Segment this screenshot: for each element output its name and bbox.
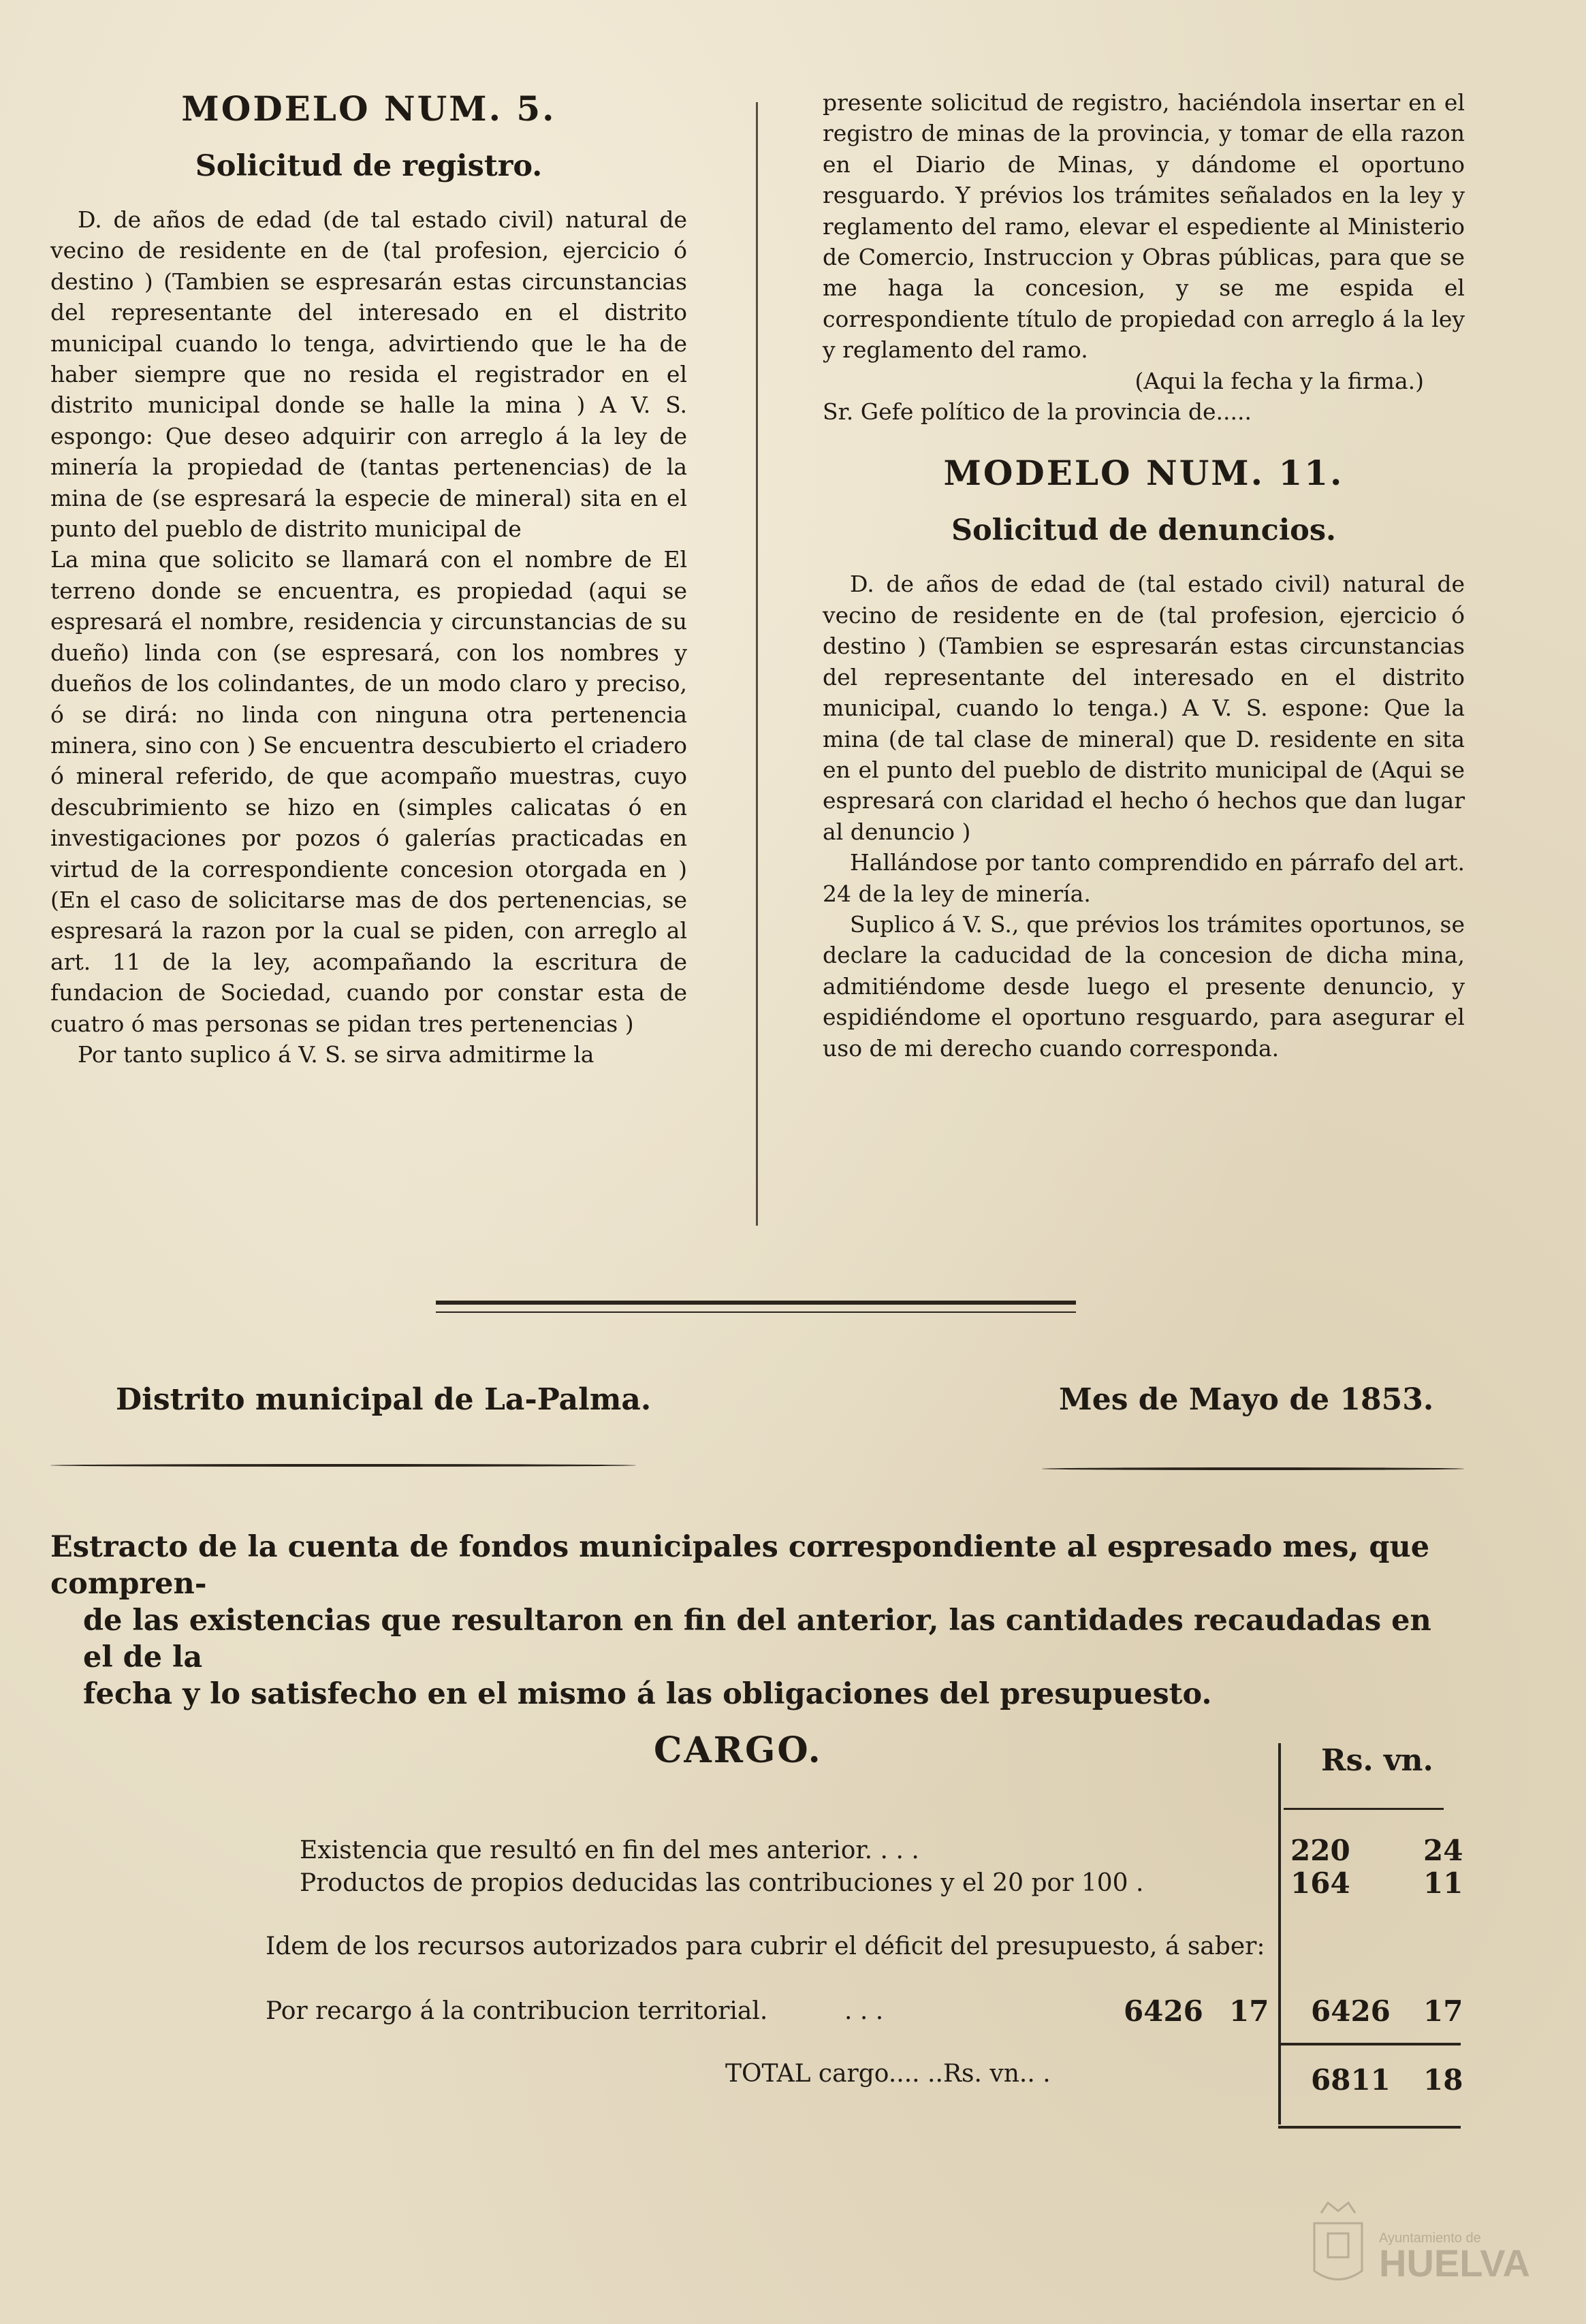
extract-heading [50, 1529, 1467, 1713]
modelo-5-paragraph-1: D. de años de edad (de tal estado civil) natural de vecino de residente en de (tal profesion, ejercicio ó destino ) (Tambien se espresarán estas circunstancias del representante del interesado en el distrito municipal cuando lo tenga, advirtiendo que le ha de haber siempre que no resida el registrador en el distrito municipal donde se halle la mina ) A V. S. espongo: Que deseo adquirir con arreglo á la ley de minería la propiedad de (tantas pertenencias) de la mina de (se espresará la especie de mineral) sita en el punto del pueblo de distrito municipal de [50, 206, 687, 543]
currency-header-rule [1284, 1808, 1444, 1810]
extract-line-2: de las existencias que resultaron en fin del anterior, las cantidades recaudadas en el de la [83, 1604, 1431, 1674]
row-productos-mrs: 11 [1423, 1866, 1463, 1900]
column-divider [756, 102, 758, 1226]
recargo-partial-rs: 6426 [1124, 1994, 1203, 2028]
recursos-label: Idem de los recursos autorizados para cubrir el déficit del presupuesto, á saber: [266, 1932, 1265, 1960]
swash-rule-left [50, 1464, 636, 1467]
modelo-11-paragraph-1: D. de años de edad de (tal estado civil) natural de vecino de residente en de (tal profesion, ejercicio ó destino ) (Tambien se espresarán estas circunstancias del representante del interesado en el distrito municipal, cuando lo tenga.) A V. S. espone: Que la mina (de tal clase de mineral) que D. residente en sita en el punto del pueblo de distrito municipal de (Aqui se espresará con claridad el hecho ó hechos que dan lugar al denuncio ) [823, 571, 1465, 845]
modelo-5-heading: MODELO NUM. 5. [181, 89, 556, 129]
recargo-dots: . . . [844, 1997, 884, 2025]
watermark-caption: Ayuntamiento de [1379, 2231, 1481, 2246]
total-mrs: 18 [1423, 2063, 1463, 2097]
crest-icon [1314, 2203, 1362, 2280]
right-column [823, 87, 1465, 1064]
extract-line-3: fecha y lo satisfecho en el mismo á las obligaciones del presupuesto. [83, 1677, 1212, 1711]
modelo-5-paragraph-3: Por tanto suplico á V. S. se sirva admitirme la [78, 1040, 594, 1068]
total-label: TOTAL cargo.... ..Rs. vn.. . [725, 2060, 1051, 2088]
recargo-mrs: 17 [1423, 1994, 1463, 2028]
month-title: Mes de Mayo de 1853. [1059, 1382, 1434, 1417]
modelo-5-continuation: presente solicitud de registro, haciéndola insertar en el registro de minas de la provincia, y tomar de ella razon en el Diario de Minas, y dándome el oportuno resguardo. Y prévios los trámites señalados en la ley y reglamento del ramo, elevar el espediente al Ministerio de Comercio, Instruccion y Obras públicas, para que se me haga la concesion, y se me espida el correspondiente título de propiedad con arreglo á la ley y reglamento del ramo. [823, 89, 1465, 364]
cargo-title: CARGO. [654, 1730, 823, 1771]
district-title: Distrito municipal de La-Palma. [116, 1382, 652, 1417]
recargo-partial-mrs: 17 [1229, 1994, 1269, 2028]
recargo-label: Por recargo á la contribucion territorial. [266, 1997, 768, 2025]
row-existencia-rs: 220 [1290, 1834, 1350, 1867]
swash-rule-right [1042, 1467, 1464, 1470]
modelo-11-heading: MODELO NUM. 11. [943, 453, 1344, 494]
row-productos-rs: 164 [1290, 1866, 1350, 1900]
row-existencia-label: Existencia que resultó en fin del mes anterior. . . . [300, 1836, 919, 1864]
left-column [50, 87, 687, 1070]
currency-header: Rs. vn. [1321, 1743, 1433, 1778]
huelva-watermark [1301, 2189, 1546, 2298]
section-divider [436, 1301, 1076, 1313]
signature-line: (Aqui la fecha y la firma.) [1135, 367, 1424, 394]
modelo-5-subheading: Solicitud de registro. [195, 149, 543, 183]
modelo-5-paragraph-2: La mina que solicito se llamará con el nombre de El terreno donde se encuentra, es propiedad (aqui se espresará el nombre, residencia y circunstancias de su dueño) linda con (se espresará, con los nombres y dueños de los colindantes, de un modo claro y preciso, ó se dirá: no linda con ninguna otra pertenencia minera, sino con ) Se encuentra descubierto el criadero ó mineral referido, de que acompaño muestras, cuyo descubrimiento se hizo en (simples calicatas ó en investigaciones por pozos ó galerías practicadas en virtud de la correspondiente concesion otorgada en ) (En el caso de solicitarse mas de dos pertenencias, se espresará la razon por la cual se piden, con arreglo al art. 11 de la ley, acompañando la escritura de fundacion de Sociedad, cuando por constar esta de cuatro ó mas personas se pidan tres pertenencias ) [50, 546, 687, 1037]
addressee-line: Sr. Gefe político de la provincia de..... [823, 398, 1252, 426]
row-existencia-mrs: 24 [1423, 1834, 1463, 1867]
watermark-text: HUELVA [1379, 2242, 1530, 2285]
row-productos-label: Productos de propios deducidas las contribuciones y el 20 por 100 . [300, 1869, 1144, 1897]
extract-line-1: Estracto de la cuenta de fondos municipales correspondiente al espresado mes, que compren- [50, 1530, 1430, 1601]
total-rs: 6811 [1311, 2063, 1391, 2097]
modelo-11-subheading: Solicitud de denuncios. [951, 513, 1337, 548]
modelo-11-paragraph-3: Suplico á V. S., que prévios los trámites oportunos, se declare la caducidad de la concesion de dicha mina, admitiéndome desde luego el presente denuncio, y espidiéndome el oportuno resguardo, para asegurar el uso de mi derecho cuando corresponda. [823, 910, 1465, 1062]
modelo-11-paragraph-2: Hallándose por tanto comprendido en párrafo del art. 24 de la ley de minería. [823, 849, 1465, 907]
recargo-rs: 6426 [1311, 1994, 1391, 2028]
